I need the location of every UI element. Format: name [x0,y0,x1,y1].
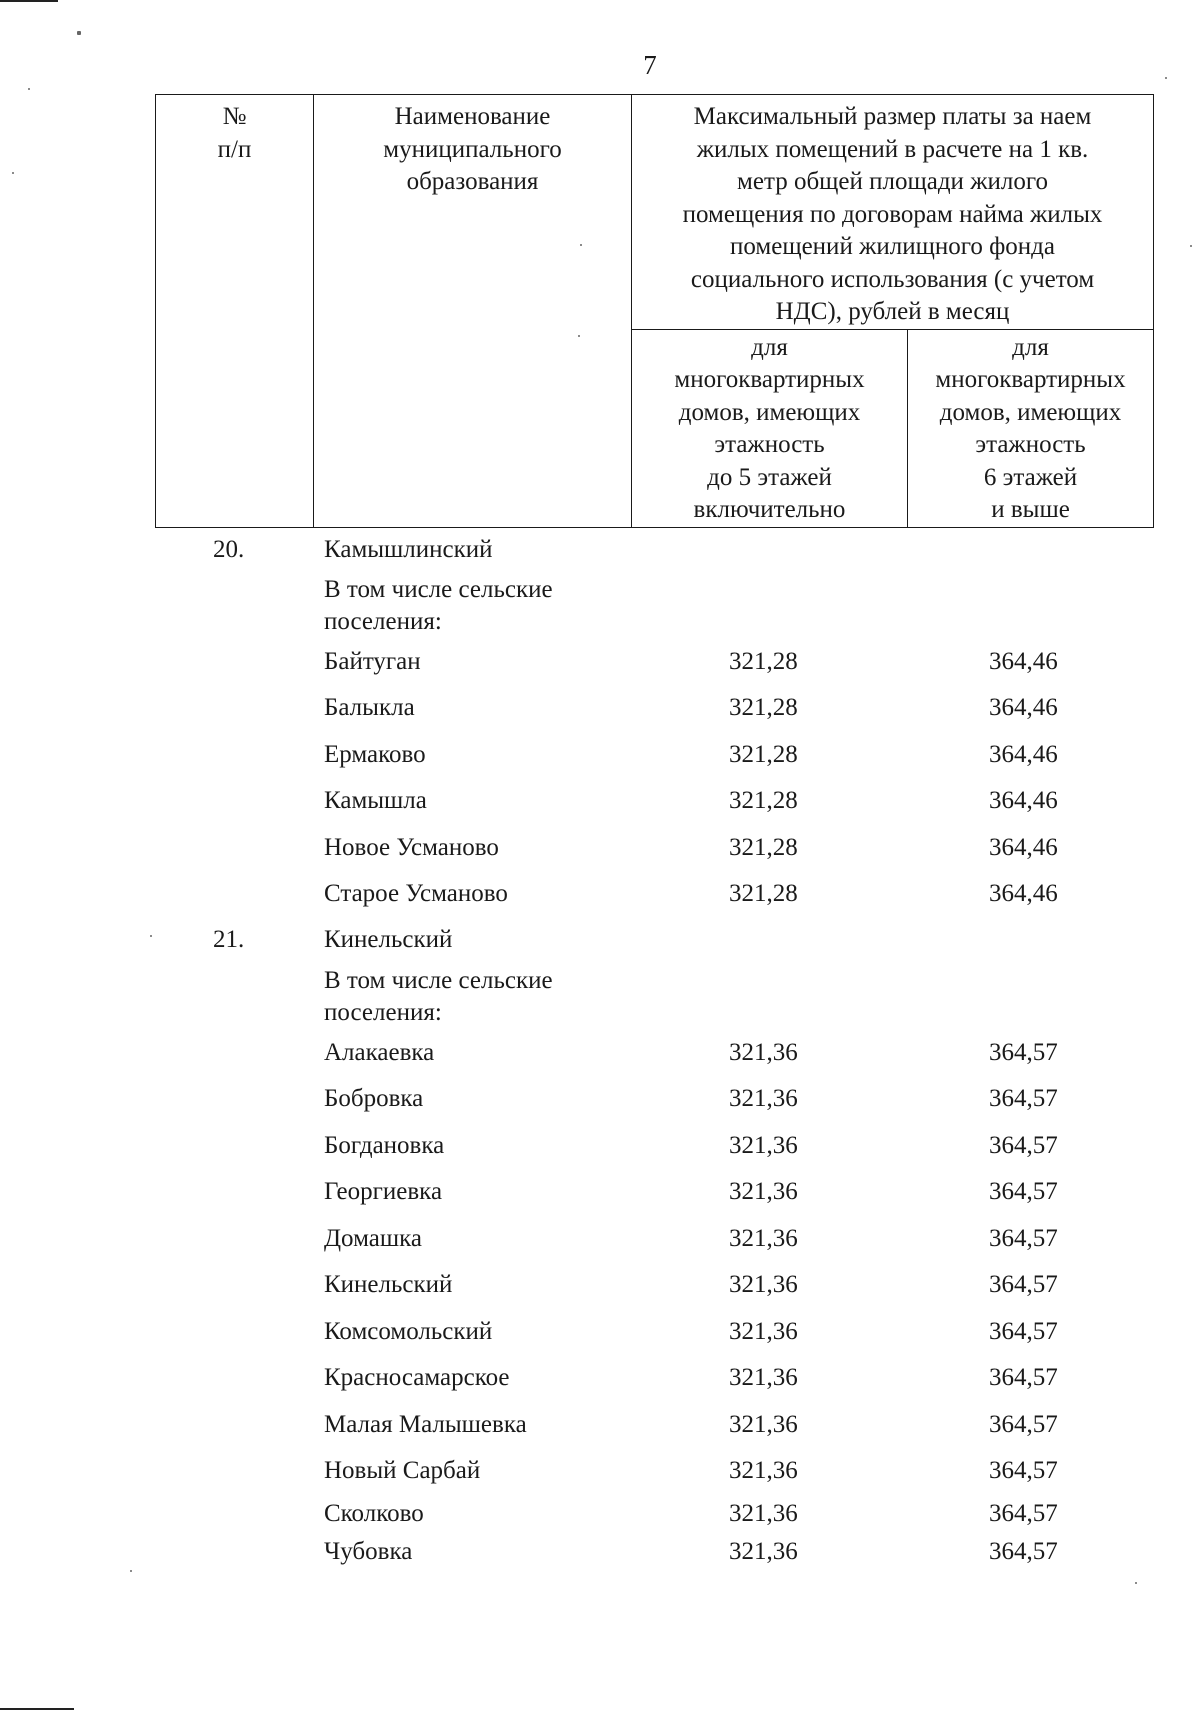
row-value-6-and-above: 364,57 [989,1085,1058,1112]
table-row [0,1176,1200,1210]
row-name: Новый Сарбай [324,1457,481,1484]
row-value-6-and-above: 364,46 [989,834,1058,861]
row-value-up-to-5: 321,36 [729,1457,798,1484]
row-value-up-to-5: 321,36 [729,1039,798,1066]
row-name: Камышла [324,787,427,814]
table-row [0,1455,1200,1489]
row-value-6-and-above: 364,46 [989,787,1058,814]
row-name: Красносамарское [324,1364,510,1391]
row-name: Георгиевка [324,1178,443,1205]
table-row [0,924,1200,958]
row-value-up-to-5: 321,36 [729,1318,798,1345]
table-row [0,1409,1200,1443]
table-row [0,1083,1200,1117]
row-name: Домашка [324,1225,422,1252]
row-value-6-and-above: 364,46 [989,880,1058,907]
row-name: Кинельский [324,1271,453,1298]
row-value-6-and-above: 364,57 [989,1271,1058,1298]
row-value-up-to-5: 321,36 [729,1500,798,1527]
row-value-6-and-above: 364,57 [989,1411,1058,1438]
row-name: В том числе сельские поселения: [324,967,553,1026]
row-value-6-and-above: 364,57 [989,1364,1058,1391]
table-row [0,739,1200,773]
row-value-6-and-above: 364,57 [989,1178,1058,1205]
row-name: Бобровка [324,1085,424,1112]
row-value-6-and-above: 364,57 [989,1039,1058,1066]
row-name: Сколково [324,1500,424,1527]
row-value-6-and-above: 364,57 [989,1538,1058,1565]
row-value-up-to-5: 321,28 [729,787,798,814]
header-name-label: Наименование муниципального образования [383,103,562,195]
row-value-6-and-above: 364,57 [989,1457,1058,1484]
row-value-up-to-5: 321,28 [729,648,798,675]
row-value-up-to-5: 321,36 [729,1178,798,1205]
row-name: Комсомольский [324,1318,493,1345]
row-value-up-to-5: 321,28 [729,834,798,861]
table-row [0,1316,1200,1350]
table-row [0,646,1200,680]
header-sub1-label: для многоквартирных домов, имеющих этажность до 5 этажей включительно [674,333,865,523]
header-number-label: № п/п [217,103,252,163]
header-sub2-label: для многоквартирных домов, имеющих этажность 6 этажей и выше [935,333,1126,523]
row-value-up-to-5: 321,36 [729,1132,798,1159]
table-row [0,534,1200,568]
table-row [0,1223,1200,1257]
table-row [0,574,1200,640]
row-number: 20. [213,536,245,563]
row-value-6-and-above: 364,57 [989,1318,1058,1345]
header-max-fee-label: Максимальный размер платы за наем жилых помещений в расчете на 1 кв. метр общей площади жилого помещения по договорам найма жилых помещений жилищного фонда социального использования (с учетом НДС), рублей в месяц [682,103,1103,325]
row-name: Старое Усманово [324,880,508,907]
row-value-up-to-5: 321,36 [729,1271,798,1298]
row-value-6-and-above: 364,46 [989,694,1058,721]
row-value-6-and-above: 364,57 [989,1500,1058,1527]
row-value-up-to-5: 321,28 [729,880,798,907]
row-value-6-and-above: 364,57 [989,1225,1058,1252]
row-value-up-to-5: 321,28 [729,694,798,721]
row-name: Балыкла [324,694,415,721]
table-row [0,785,1200,819]
row-value-6-and-above: 364,46 [989,741,1058,768]
row-name: Малая Малышевка [324,1411,527,1438]
row-name: Кинельский [324,926,453,953]
row-value-up-to-5: 321,28 [729,741,798,768]
row-name: Ермаково [324,741,426,768]
table-row [0,965,1200,1031]
row-number: 21. [213,926,245,953]
row-name: Чубовка [324,1538,413,1565]
row-value-up-to-5: 321,36 [729,1225,798,1252]
table-row [0,832,1200,866]
row-name: В том числе сельские поселения: [324,576,553,635]
row-value-up-to-5: 321,36 [729,1538,798,1565]
row-value-6-and-above: 364,46 [989,648,1058,675]
table-row [0,1498,1200,1532]
row-value-up-to-5: 321,36 [729,1411,798,1438]
table-row [0,878,1200,912]
page-number: 7 [643,50,657,80]
table-row [0,1536,1200,1570]
row-name: Новое Усманово [324,834,499,861]
table-row [0,1362,1200,1396]
table-row [0,1269,1200,1303]
row-name: Байтуган [324,648,421,675]
row-name: Алакаевка [324,1039,435,1066]
row-value-6-and-above: 364,57 [989,1132,1058,1159]
table-row [0,1037,1200,1071]
table-row [0,692,1200,726]
table-row [0,1130,1200,1164]
row-name: Камышлинский [324,536,493,563]
row-value-up-to-5: 321,36 [729,1085,798,1112]
row-name: Богдановка [324,1132,445,1159]
row-value-up-to-5: 321,36 [729,1364,798,1391]
